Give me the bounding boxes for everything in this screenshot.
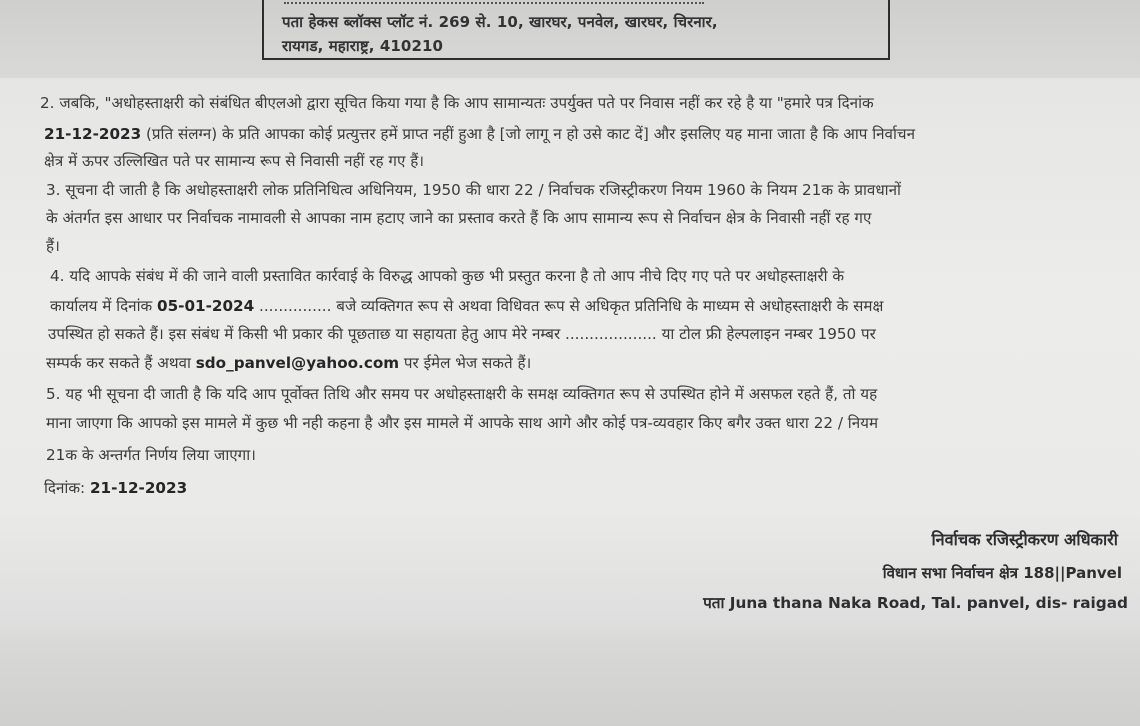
para2-line2 xyxy=(44,124,915,144)
para3-line2: के अंतर्गत इस आधार पर निर्वाचक नामावली से आपका नाम हटाए जाने का प्रस्ताव करते हैं कि आप सामान्य रूप से निर्वाचन क्षेत्र के निवासी नहीं रह गए xyxy=(46,209,872,227)
para2-line2-text: (प्रति संलग्न) के प्रति आपका कोई प्रत्युत्तर हमें प्राप्त नहीं हुआ है [जो लागू न हो उसे काट दें] और इसलिए यह माना जाता है कि आप निर्वाचन xyxy=(141,125,916,143)
para4-line2 xyxy=(50,296,883,316)
dotted-line xyxy=(284,0,704,4)
para4-line3: उपस्थित हो सकते हैं। इस संबंध में किसी भी प्रकार की पूछताछ या सहायता हेतु आप मेरे नम्बर ................... या टोल फ्री हेल्पलाइन नम्बर 1950 पर xyxy=(48,325,876,343)
para4-line2-pre: कार्यालय में दिनांक xyxy=(50,297,158,315)
para5-line3: 21क के अन्तर्गत निर्णय लिया जाएगा। xyxy=(46,446,256,464)
address-line-1: पता हेकस ब्लॉक्स प्लॉट नं. 269 से. 10, खारघर, पनवेल, खारघर, चिरनार, xyxy=(282,13,718,31)
officer-title: निर्वाचक रजिस्ट्रीकरण अधिकारी xyxy=(931,530,1118,549)
para5-line2: माना जाएगा कि आपको इस मामले में कुछ भी नही कहना है और इस मामले में आपके साथ आगे और कोई पत्र-व्यवहार किए बगैर उक्त धारा 22 / नियम xyxy=(46,414,879,432)
constituency-line: विधान सभा निर्वाचन क्षेत्र 188||Panvel xyxy=(882,564,1122,582)
address-line-2: रायगड, महाराष्ट्र, 410210 xyxy=(282,37,444,55)
para3-line1: 3. सूचना दी जाती है कि अधोहस्ताक्षरी लोक प्रतिनिधित्व अधिनियम, 1950 की धारा 22 / निर्वाचक रजिस्ट्रीकरण नियम 1960 के नियम 21क के प्रावधानों xyxy=(46,181,901,199)
email-address: sdo_panvel@yahoo.com xyxy=(195,354,400,372)
date-line xyxy=(44,478,187,498)
address-box xyxy=(262,0,890,60)
date-value: 21-12-2023 xyxy=(89,479,188,497)
para4-line4-pre: सम्पर्क कर सकते हैं अथवा xyxy=(46,354,196,372)
para2-line1: 2. जबकि, "अधोहस्ताक्षरी को संबंधित बीएलओ द्वारा सूचित किया गया है कि आप सामान्यतः उपर्युक्त पते पर निवास नहीं कर रहे है या "हमारे पत्र दिनांक xyxy=(40,94,874,112)
para4-line4 xyxy=(46,353,531,373)
para4-line2-post: ............... बजे व्यक्तिगत रूप से अथवा विधिवत रूप से अधिकृत प्रतिनिधि के माध्यम से अधोहस्ताक्षरी के समक्ष xyxy=(254,297,884,315)
para4-line1: 4. यदि आपके संबंध में की जाने वाली प्रस्तावित कार्रवाई के विरुद्ध आपको कुछ भी प्रस्तुत करना है तो आप नीचे दिए गए पते पर अधोहस्ताक्षरी के xyxy=(50,267,845,285)
para3-line3: हैं। xyxy=(46,237,60,255)
office-address: पता Juna thana Naka Road, Tal. panvel, dis- raigad xyxy=(703,594,1128,612)
para4-line4-post: पर ईमेल भेज सकते हैं। xyxy=(399,354,532,372)
para4-date: 05-01-2024 xyxy=(157,297,255,315)
date-label: दिनांक: xyxy=(44,479,90,497)
para2-line3: क्षेत्र में ऊपर उल्लिखित पते पर सामान्य रूप से निवासी नहीं रह गए हैं। xyxy=(44,152,425,170)
para5-line1: 5. यह भी सूचना दी जाती है कि यदि आप पूर्वोक्त तिथि और समय पर अधोहस्ताक्षरी के समक्ष व्यक्तिगत रूप से उपस्थित होने में असफल रहते हैं, तो यह xyxy=(46,385,878,403)
page-shadow xyxy=(0,626,1140,726)
para2-date: 21-12-2023 xyxy=(44,125,142,143)
